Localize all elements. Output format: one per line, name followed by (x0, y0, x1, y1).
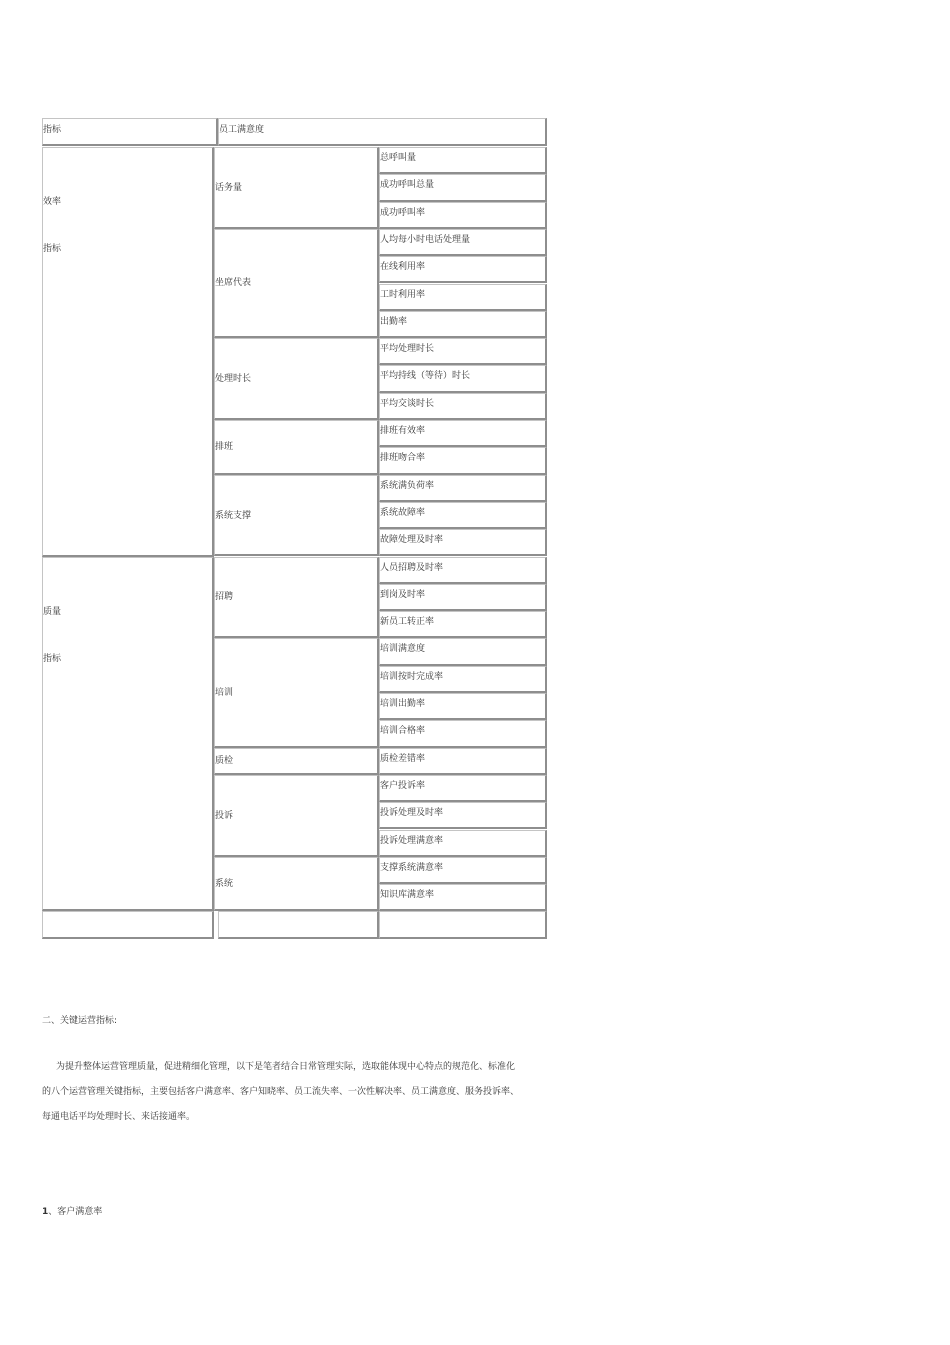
metric-label: 在线利用率 (380, 262, 426, 273)
subcategory-label: 招聘 (215, 592, 234, 603)
empty-cell-right (379, 911, 547, 938)
group-label-line2: 指标 (43, 244, 62, 254)
subcategory-label: 系统支撑 (215, 510, 252, 521)
metric-cell (379, 611, 547, 638)
subcategory-cell (214, 475, 379, 557)
group-label-line1: 效率 (43, 197, 62, 207)
metric-label: 培训满意度 (380, 644, 426, 655)
subcategory-cell (214, 229, 379, 338)
intro-paragraph (42, 1055, 542, 1130)
metric-cell (379, 693, 547, 720)
header-cell-right (218, 118, 547, 146)
metric-label: 培训按时完成率 (380, 671, 444, 682)
subcategory-cell (214, 147, 379, 229)
metric-label: 工时利用率 (380, 289, 426, 300)
metric-cell (379, 420, 547, 447)
metric-cell (379, 638, 547, 665)
metric-cell (379, 284, 547, 311)
metric-cell (379, 857, 547, 884)
subcategory-label: 质检 (215, 756, 234, 767)
subsection-title (42, 1206, 102, 1218)
metric-cell (379, 447, 547, 474)
metric-cell (379, 748, 547, 775)
metric-cell (379, 775, 547, 802)
metric-label: 平均交谈时长 (380, 398, 435, 409)
subcategory-cell (214, 748, 379, 775)
metric-cell (379, 830, 547, 857)
metric-label: 客户投诉率 (380, 780, 426, 791)
subcategory-label: 排班 (215, 442, 234, 453)
section-heading: 二、关键运营指标: (42, 1016, 118, 1026)
metric-cell (379, 529, 547, 556)
metric-cell (379, 584, 547, 611)
metric-cell (379, 475, 547, 502)
subcategory-label: 系统 (215, 879, 234, 890)
metric-cell (379, 557, 547, 584)
subcategory-cell (214, 338, 379, 420)
metric-label: 排班有效率 (380, 426, 426, 436)
subcategory-label: 培训 (215, 687, 234, 698)
paragraph-line-3: 每通电话平均处理时长、来话接通率。 (42, 1112, 196, 1122)
subcategory-cell (214, 420, 379, 475)
metric-label: 故障处理及时率 (380, 535, 444, 546)
empty-cell-middle (218, 911, 379, 938)
subsection-label: 、客户满意率 (48, 1207, 103, 1217)
metric-label: 投诉处理满意率 (380, 835, 444, 846)
metric-label: 人员招聘及时率 (380, 562, 444, 573)
subcategory-cell (214, 557, 379, 639)
metric-label: 平均持线（等待）时长 (380, 371, 471, 382)
metric-cell (379, 256, 547, 283)
metric-cell (379, 147, 547, 174)
metric-cell (379, 174, 547, 201)
metric-label: 知识库满意率 (380, 890, 435, 901)
paragraph-line-2: 的八个运营管理关键指标，主要包括客户满意率、客户知晓率、员工流失率、一次性解决率、员工满意度、服务投诉率、 (42, 1087, 520, 1097)
group-label-line2: 指标 (43, 653, 62, 664)
subcategory-label: 处理时长 (215, 374, 252, 385)
header-label-right: 员工满意度 (219, 125, 265, 135)
metric-label: 支撑系统满意率 (380, 862, 444, 873)
metric-label: 排班吻合率 (380, 453, 426, 464)
subcategory-label: 投诉 (215, 810, 234, 821)
metric-label: 新员工转正率 (380, 617, 435, 628)
metric-label: 培训合格率 (380, 726, 426, 737)
metric-label: 投诉处理及时率 (380, 808, 444, 819)
subcategory-cell (214, 775, 379, 857)
metric-cell (379, 202, 547, 229)
metric-label: 平均处理时长 (380, 344, 435, 355)
metric-label: 总呼叫量 (380, 153, 417, 163)
group-cell (42, 557, 214, 912)
metric-cell (379, 802, 547, 829)
header-label-left: 指标 (43, 125, 62, 135)
metric-cell (379, 338, 547, 365)
metric-label: 培训出勤率 (380, 699, 426, 709)
header-cell-left (42, 118, 218, 146)
metric-cell (379, 502, 547, 529)
group-cell (42, 147, 214, 557)
subcategory-cell (214, 857, 379, 912)
subcategory-label: 坐席代表 (215, 278, 252, 289)
metric-cell (379, 365, 547, 392)
metric-cell (379, 393, 547, 420)
metric-label: 到岗及时率 (380, 589, 426, 600)
metric-cell (379, 229, 547, 256)
metric-label: 出勤率 (380, 316, 408, 327)
subsection-number: 1 (42, 1207, 49, 1217)
metric-label: 系统故障率 (380, 507, 426, 518)
metric-cell (379, 884, 547, 911)
metric-label: 质检差错率 (380, 753, 426, 764)
subcategory-cell (214, 638, 379, 747)
empty-cell-left (42, 911, 214, 938)
metric-label: 系统满负荷率 (380, 480, 435, 491)
paragraph-line-1: 为提升整体运营管理质量，促进精细化管理，以下是笔者结合日常管理实际，选取能体现中心特点的规范化、标准化 (56, 1062, 516, 1072)
group-label-line1: 质量 (43, 606, 62, 617)
metric-cell (379, 666, 547, 693)
metric-label: 成功呼叫率 (380, 207, 426, 218)
subcategory-label: 话务量 (215, 182, 243, 193)
metric-cell (379, 311, 547, 338)
metric-cell (379, 720, 547, 747)
metric-label: 人均每小时电话处理量 (380, 234, 471, 245)
metric-label: 成功呼叫总量 (380, 180, 435, 191)
